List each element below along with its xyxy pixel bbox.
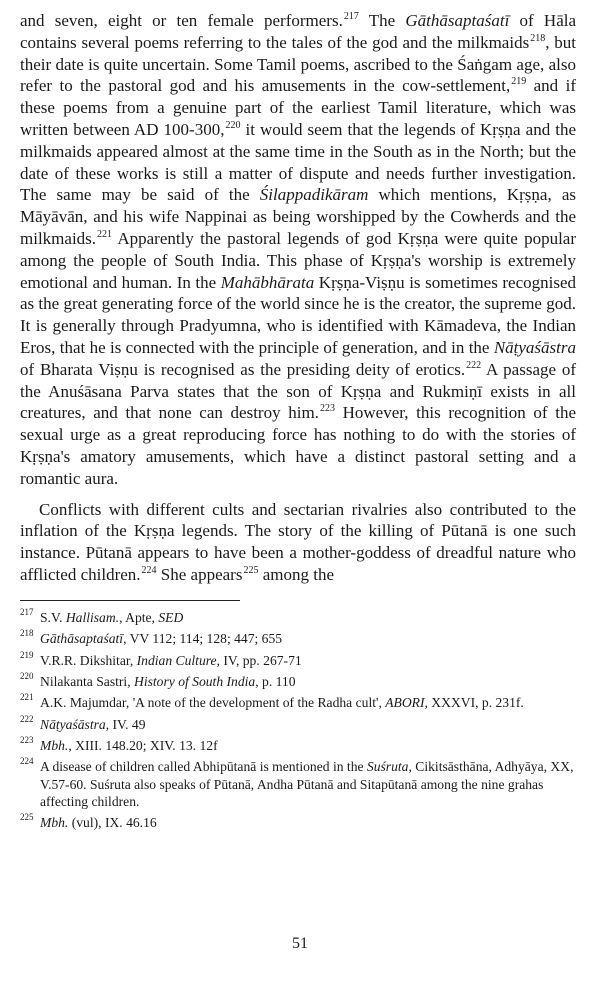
footnote-number: 223 [20, 735, 34, 746]
text-run: which mentions, Kṛṣṇa, as Māyāvān, and his wife Nappinai as being worshipped by the Cowherds and the milkmaids. [20, 185, 576, 248]
text-run: Conflicts with different cults and sectarian rivalries also contributed to the inflation of the Kṛṣṇa legends. The story of the killing of Pūtanā is one such instance. Pūtanā appears to have been a mother-goddess of dreadful nature who afflicted children. [20, 499, 576, 584]
footnote-text [40, 653, 302, 668]
footnote [20, 713, 576, 733]
footnote-reference: 221 [97, 228, 113, 240]
footnote [20, 649, 576, 669]
italic-title: Śilappadikāram [259, 185, 369, 205]
italic-title: Nāṭyaśāstra [493, 337, 576, 357]
italic-title: Gāthāsaptaśatī [405, 11, 510, 30]
text-run: Cikitsāsthāna, Adhyāya, XX, V.57-60. Suśruta also speaks of Pūtanā, Andha Pūtanā and Sitapūtanā among the nine grahas affecting children. [40, 759, 574, 809]
footnote-reference: 219 [511, 76, 527, 88]
italic-title: SED [158, 609, 184, 625]
italic-title: Mbh. [40, 815, 69, 831]
text-run: V.R.R. Dikshitar, [40, 652, 137, 668]
body-text [20, 10, 576, 586]
body-paragraph [20, 499, 576, 586]
text-run: Apparently the pastoral legends of god Kṛṣṇa were quite popular among the people of South India. This phase of Kṛṣṇa's worship is extremely emotional and human. In the [20, 228, 576, 292]
text-run: and if these poems from a genuine part of the earliest Tamil literature, which was written between AD 100-300, [20, 76, 576, 139]
footnote [20, 630, 576, 647]
footnote [20, 814, 576, 831]
footnote-number: 222 [20, 713, 34, 724]
footnotes-list [20, 606, 576, 832]
footnote [20, 670, 576, 690]
italic-title: ABORI, [385, 695, 428, 711]
footnote-text [40, 815, 157, 830]
text-run: A disease of children called Abhipūtanā is mentioned in the [40, 759, 367, 775]
footnote-text [40, 717, 146, 732]
footnote-number: 220 [20, 670, 34, 681]
footnote-reference: 225 [243, 564, 259, 576]
footnote [20, 694, 576, 711]
text-run: The [358, 11, 406, 30]
text-run: and seven, eight or ten female performers. [20, 11, 343, 30]
footnote-reference: 224 [141, 564, 157, 576]
text-run: of Bharata Viṣṇu is recognised as the presiding deity of erotics. [20, 359, 466, 379]
page-number: 51 [292, 935, 308, 952]
text-run: Nilakanta Sastri, [40, 673, 135, 689]
footnote-reference: 218 [530, 32, 546, 44]
text-run: S.V. [40, 609, 66, 625]
footnote-reference: 223 [319, 403, 335, 415]
footnote-text [40, 674, 296, 689]
text-run: Kṛṣṇa-Viṣṇu is sometimes recognised as the great generating force of the world since he is the creator, the supreme god. It is generally through Pradyumna, who is identified with Kāmadeva, the Indian Eros, that he is connected with the principle of generation, and in the [20, 272, 577, 357]
footnote-number: 219 [20, 649, 34, 660]
footnote-text [40, 738, 218, 753]
italic-title: Hallisam. [65, 609, 120, 625]
text-run: A passage of the Anuśāsana Parva states that the son of Kṛṣṇa and Rukmiṇī exists in all creatures, and that none can destroy him. [20, 359, 576, 423]
page-content [20, 10, 576, 836]
text-run: XXXVI, p. 231f. [427, 695, 524, 711]
text-run: , but their date is quite uncertain. Some Tamil poems, ascribed to the Śaṅgam age, also refer to the pastoral god and his amusements in the cow-settlement, [20, 32, 577, 96]
footnote [20, 737, 576, 754]
footnote-number: 218 [20, 628, 34, 639]
text-run: However, this recognition of the sexual urge as a great reproducing force has nothing to do with the stories of Kṛṣṇa's amatory amusements, which have a distinct pastoral setting and a romantic aura. [20, 403, 576, 488]
italic-title: Mahābhārata [220, 272, 315, 292]
footnote-number: 221 [20, 692, 34, 703]
italic-title: Nāṭyaśāstra [40, 716, 106, 732]
text-run: it would seem that the legends of Kṛṣṇa and the milkmaids appeared almost at the same time in the South as in the North; but the date of these works is still a matter of dispute and needs further investigation. The same may be said of the [20, 119, 577, 205]
italic-title: Mbh. [40, 738, 69, 754]
text-run: , VV 112; 114; 128; 447; 655 [123, 631, 283, 647]
footnote-reference: 217 [343, 11, 359, 22]
footnote [20, 758, 576, 810]
footnote-divider [20, 600, 240, 601]
text-run: She appears [156, 564, 243, 584]
text-run: A.K. Majumdar, 'A note of the development of the Radha cult', [40, 695, 386, 711]
footnote-text [40, 631, 282, 646]
italic-title: Indian Culture [136, 652, 217, 668]
footnote-reference: 222 [466, 359, 482, 371]
text-run: , IV. 49 [105, 716, 146, 732]
text-run: , XIII. 148.20; XIV. 13. 12f [68, 738, 218, 754]
footnote-text [40, 759, 573, 808]
text-run: , IV, pp. 267-71 [216, 652, 302, 668]
text-run: , p. 110 [255, 673, 296, 689]
footnote-reference: 220 [225, 119, 241, 131]
text-run: of Hāla contains several poems referring to the tales of the god and the milkmaids [20, 11, 577, 52]
text-run: among the [258, 564, 334, 584]
footnote [20, 606, 576, 626]
footnote-number: 224 [20, 756, 34, 767]
body-paragraph [20, 10, 576, 490]
footnote-text [40, 695, 524, 710]
footnote-number: 225 [20, 812, 34, 823]
footnote-number: 217 [20, 606, 34, 617]
text-run: , Apte, [119, 609, 159, 625]
italic-title: Suśruta, [366, 759, 412, 775]
text-run: (vul), IX. 46.16 [68, 815, 157, 831]
italic-title: History of South India [134, 673, 256, 689]
italic-title: Gāthāsaptaśatī [40, 631, 124, 647]
footnote-text [40, 610, 183, 625]
